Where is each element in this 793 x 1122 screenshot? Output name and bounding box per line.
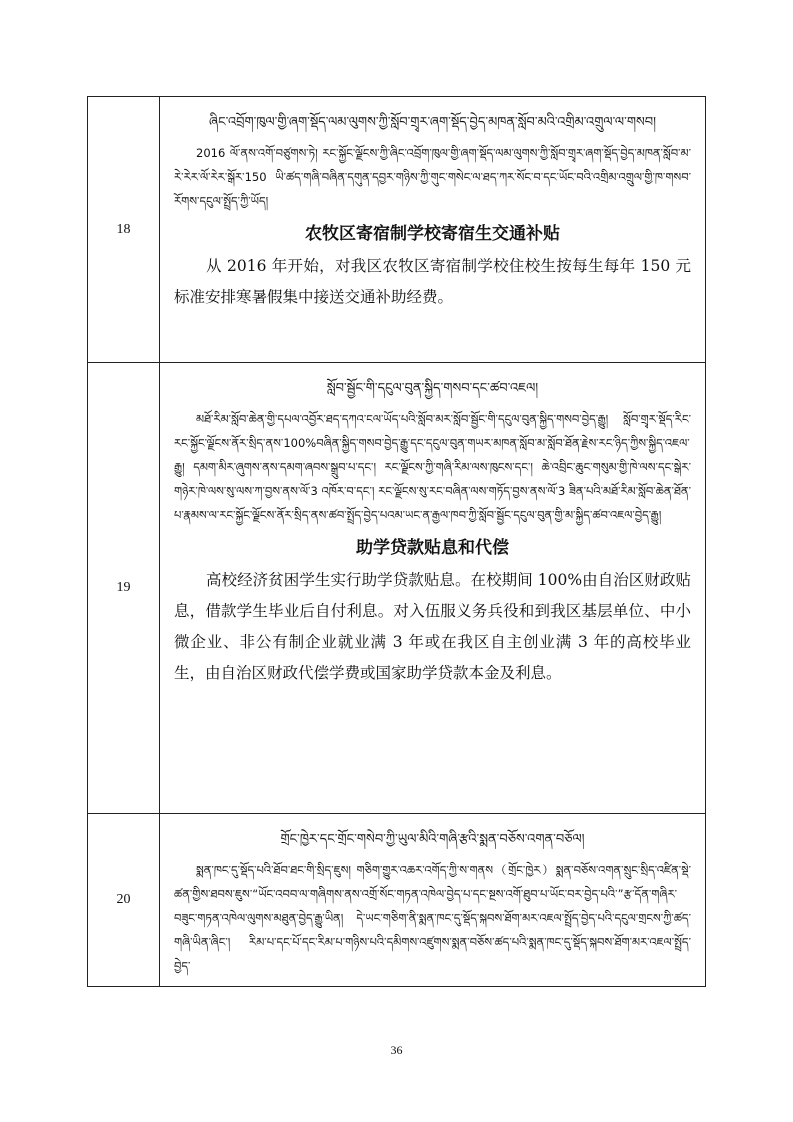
page-number: 36 [390, 1043, 403, 1057]
row-content [160, 97, 706, 363]
policy-table [87, 96, 706, 987]
tibetan-title: གྲོང་ཁྱེར་དང་གྲོང་གསེབ་ཀྱི་ཡུལ་མིའི་གཞི་རྩའི་སྨན་བཅོས་འགན་བཅོལ། [280, 832, 585, 847]
tibetan-body: 2016 ལོ་ནས་འགོ་བཙུགས་ཏེ། རང་སྐྱོང་ལྗོངས་ཀྱི་ཞིང་འབྲོག་ཁུལ་གྱི་ཞག་སྡོད་ལམ་ལུགས་ཀྱི་སློབ་གྲྭར་ཞག་སྡོད་བྱེད་མཁན་སློབ་མ་རེ་རེར་ལོ་རེར་སྒོར་150 ཡི་ཚད་གཞི་བཞིན་དགུན་དབྱར་གཉིས་ཀྱི་གུང་གསེང་ལ་ཐད་ཀར་སོང་བ་དང་ཡོང་བའི་འགྲིམ་འགྲུལ་གྱི་ཁ་གསབ་རོགས་དངུལ་སྤྲོད་ཀྱི་ཡོད། [174, 146, 691, 208]
tibetan-title: སློབ་སྦྱོང་གི་དངུལ་བུན་སྐྱིད་གསབ་དང་ཚབ་འཇལ། [326, 381, 539, 396]
chinese-body: 高校经济贫困学生实行助学贷款贴息。在校期间 100%由自治区财政贴息，借款学生毕业后自付利息。对入伍服义务兵役和到我区基层单位、中小微企业、非公有制企业就业满 3 年或在我区自主创业满 3 年的高校毕业生，由自治区财政代偿学费或国家助学贷款本金及利息。 [174, 571, 691, 682]
chinese-title: 农牧区寄宿制学校寄宿生交通补贴 [305, 224, 560, 244]
row-content [160, 363, 706, 814]
chinese-body: 从 2016 年开始，对我区农牧区寄宿制学校住校生按每生每年 150 元标准安排寒暑假集中接送交通补助经费。 [174, 257, 691, 306]
chinese-title: 助学贷款贴息和代偿 [356, 538, 509, 558]
tibetan-title: ཞིང་འབྲོག་ཁུལ་གྱི་ཞག་སྡོད་ལམ་ལུགས་ཀྱི་སློབ་གྲྭར་ཞག་སྡོད་བྱེད་མཁན་སློབ་མའི་འགྲིམ་འགྲུལ་ལ་གསབ། [209, 115, 656, 130]
tibetan-body: སྨན་ཁང་དུ་སྡོད་པའི་ཐོབ་ཐང་གི་སྲིད་ཇུས། གཅིག་གྱུར་འཆར་འགོད་ཀྱི་ས་གནས（གྲོང་ཁྱེར）སྨན་བཅོས་འགན་སྲུང་སྲིད་འཛིན་སྡེ་ཚན་གྱིས་ཐབས་ཇུས་“ཡོང་འབབ་ལ་གཞིགས་ནས་འགྲོ་སོང་གཏན་འཁེལ་བྱེད་པ་དང་སྔས་འགོ་ཐུབ་པ་ཡོང་བར་བྱེད་པའི་”རྩ་དོན་གཞིར་བཟུང་གཏན་འཁེལ་ལུགས་མཐུན་བྱེད་རྒྱུ་ཡིན། དེ་ཡང་གཅིག་ནི་སྨན་ཁང་དུ་སྡོད་སྐབས་ཐོག་མར་འཇལ་སྤྲོད་བྱེད་པའི་དངུལ་གྲངས་ཀྱི་ཚད་གཞི་ཡིན་ཞིང་། རིམ་པ་དང་པོ་དང་རིམ་པ་གཉིས་པའི་དམིགས་འཛུགས་སྨན་བཅོས་ཚད་པའི་སྨན་ཁང་དུ་སྡོད་སྐབས་ཐོག་མར་འཇལ་སྤྲོད་བྱེད་ [174, 863, 691, 973]
row-content [160, 814, 706, 987]
table-row [88, 814, 706, 987]
tibetan-body: མཐོ་རིམ་སློབ་ཆེན་གྱི་དཔལ་འབྱོར་ཐད་དཀའ་ངལ་ཡོད་པའི་སློབ་མར་སློབ་སྦྱོང་གི་དངུལ་བུན་སྐྱིད་གསབ་བྱེད་རྒྱུ། སློབ་གྲྭར་སྡོད་རིང་རང་སྐྱོང་ལྗོངས་ནོར་སྲིད་ནས་100%བཞིན་སྐྱིད་གསབ་བྱེད་རྒྱུ་དང་དངུལ་བུན་གཡར་མཁན་སློབ་མ་སློབ་ཐོན་རྗེས་རང་ཉིད་ཀྱིས་སྐྱིད་འཇལ་རྒྱུ། དམག་མིར་ཞུགས་ནས་དམག་ཞབས་སྒྲུབ་པ་དང་། རང་ལྗོངས་ཀྱི་གཞི་རིམ་ལས་ཁུངས་དང་། ཆེ་འབྲིང་ཆུང་གསུམ་གྱི་ཁེ་ལས་དང་སྒེར་གཉེར་ཁེ་ལས་སུ་ལས་ཀ་བྱས་ནས་ལོ་3 འཁོར་བ་དང་། རང་ལྗོངས་སུ་རང་བཞིན་ལས་གཏོད་བྱས་ནས་ལོ་3 ཟིན་པའི་མཐོ་རིམ་སློབ་ཆེན་ཐོན་པ་རྣམས་ལ་རང་སྐྱོང་ལྗོངས་ནོར་སྲིད་ནས་ཚབ་སྤྲོད་བྱེད་པའམ་ཡང་ན་རྒྱལ་ཁབ་ཀྱི་སློབ་སྦྱོང་དངུལ་བུན་གྱི་མ་སྐྱིད་ཚབ་འཇལ་བྱེད་རྒྱུ། [174, 412, 691, 522]
row-number: 19 [88, 363, 160, 814]
table-row [88, 363, 706, 814]
row-number: 20 [88, 814, 160, 987]
row-number: 18 [88, 97, 160, 363]
table-row [88, 97, 706, 363]
